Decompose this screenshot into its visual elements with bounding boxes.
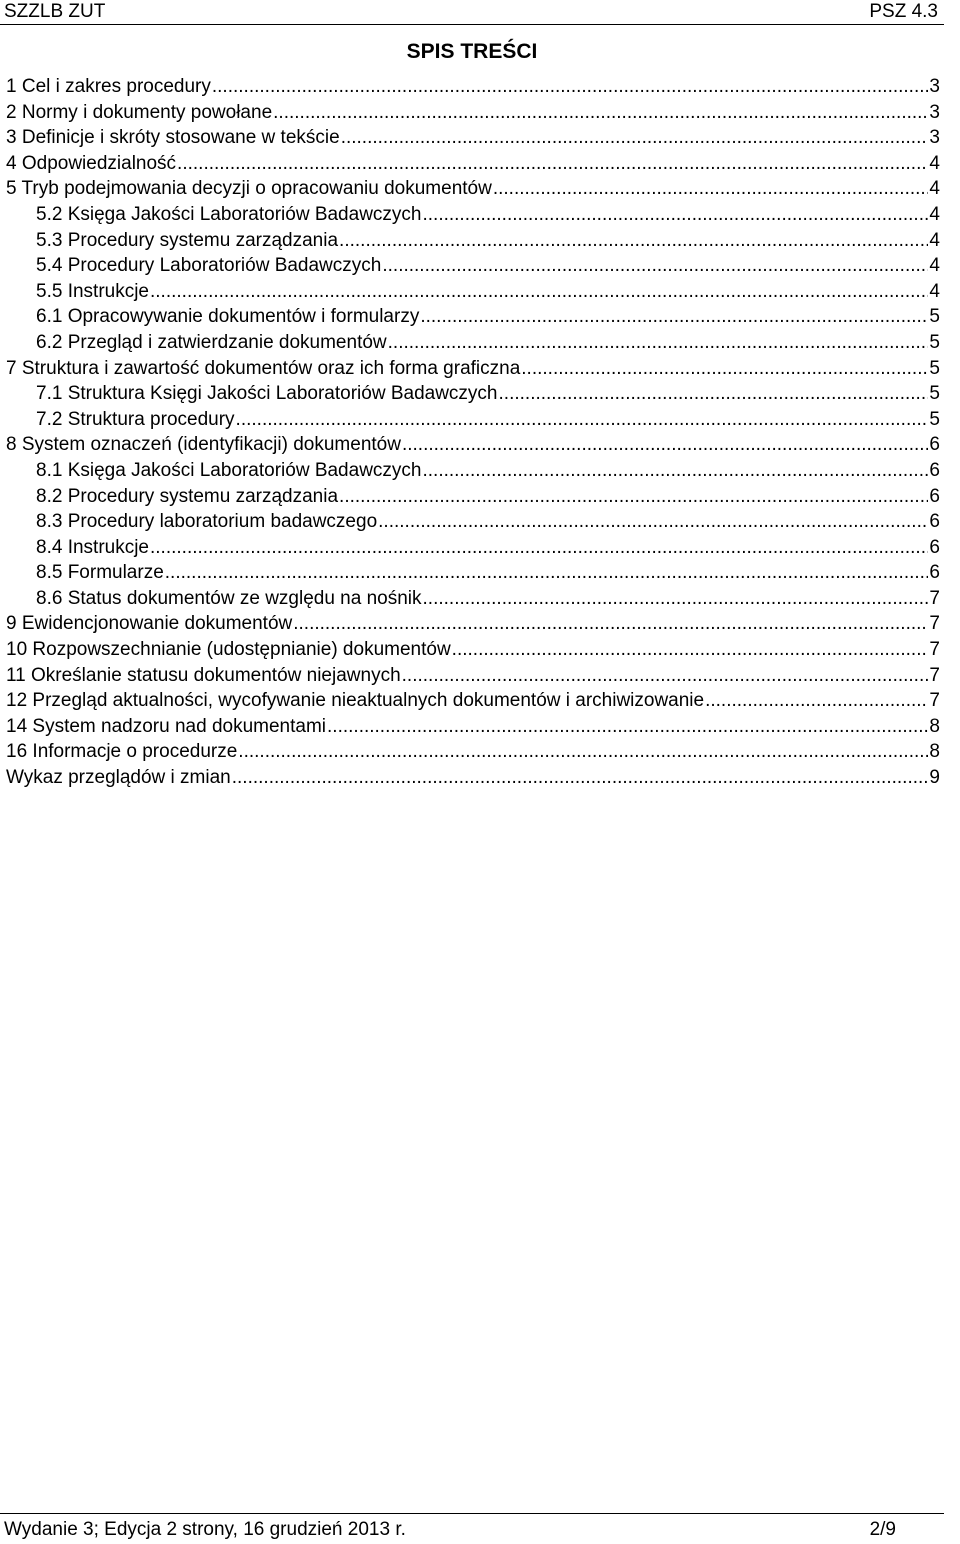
toc-entry[interactable] <box>6 586 940 612</box>
toc-entry-label: 8.4 Instrukcje <box>36 536 149 558</box>
toc-dot-leader <box>388 330 929 356</box>
toc-entry[interactable] <box>6 458 940 484</box>
toc-entry-label: 7 Struktura i zawartość dokumentów oraz ich forma graficzna <box>6 357 521 379</box>
toc-dot-leader <box>341 125 929 151</box>
toc-dot-leader <box>499 381 929 407</box>
toc-entry-label: 7.1 Struktura Księgi Jakości Laboratoriów Badawczych <box>36 383 498 405</box>
toc-dot-leader <box>238 739 928 765</box>
toc-dot-leader <box>327 714 928 740</box>
toc-entry-page: 6 <box>929 562 940 584</box>
toc-entry[interactable] <box>6 509 940 535</box>
toc-dot-leader <box>236 407 929 433</box>
toc-entry[interactable] <box>6 151 940 177</box>
toc-entry-page: 4 <box>929 280 940 302</box>
toc-entry[interactable] <box>6 560 940 586</box>
toc-entry-label: 5.5 Instrukcje <box>36 280 149 302</box>
toc-entry[interactable] <box>6 100 940 126</box>
toc-entry[interactable] <box>6 739 940 765</box>
toc-entry[interactable] <box>6 356 940 382</box>
toc-dot-leader <box>423 586 929 612</box>
toc-entry-label: 16 Informacje o procedurze <box>6 741 238 763</box>
toc-entry-page: 5 <box>929 383 940 405</box>
toc-entry-page: 7 <box>929 613 940 635</box>
toc-entry-label: 6.2 Przegląd i zatwierdzanie dokumentów <box>36 331 387 353</box>
toc-entry-page: 6 <box>929 485 940 507</box>
toc-entry[interactable] <box>6 279 940 305</box>
toc-dot-leader <box>705 688 928 714</box>
toc-dot-leader <box>378 509 928 535</box>
toc-entry[interactable] <box>6 74 940 100</box>
toc-entry-label: 8 System oznaczeń (identyfikacji) dokumentów <box>6 434 401 456</box>
footer-page-number: 2/9 <box>869 1519 896 1540</box>
toc-entry-page: 4 <box>929 178 940 200</box>
toc-entry-page: 6 <box>929 434 940 456</box>
toc-entry-page: 6 <box>929 511 940 533</box>
toc-entry-page: 6 <box>929 536 940 558</box>
toc-entry-page: 4 <box>929 203 940 225</box>
toc-entry-page: 6 <box>929 459 940 481</box>
table-of-contents <box>6 74 940 791</box>
toc-entry-label: 8.5 Formularze <box>36 562 164 584</box>
toc-entry[interactable] <box>6 637 940 663</box>
toc-entry-label: 4 Odpowiedzialność <box>6 152 177 174</box>
toc-entry[interactable] <box>6 765 940 791</box>
toc-entry-page: 3 <box>929 127 940 149</box>
toc-dot-leader <box>273 100 928 126</box>
toc-dot-leader <box>420 304 928 330</box>
toc-entry-page: 4 <box>929 255 940 277</box>
toc-dot-leader <box>422 458 928 484</box>
toc-dot-leader <box>452 637 929 663</box>
toc-entry-page: 7 <box>929 690 940 712</box>
toc-entry-page: 7 <box>929 664 940 686</box>
toc-dot-leader <box>402 432 928 458</box>
toc-dot-leader <box>339 228 928 254</box>
toc-entry-label: 7.2 Struktura procedury <box>36 408 235 430</box>
toc-entry-label: 2 Normy i dokumenty powołane <box>6 101 273 123</box>
toc-dot-leader <box>382 253 928 279</box>
toc-entry[interactable] <box>6 535 940 561</box>
toc-entry[interactable] <box>6 432 940 458</box>
toc-entry-page: 3 <box>929 76 940 97</box>
toc-dot-leader <box>493 176 929 202</box>
toc-entry-label: 6.1 Opracowywanie dokumentów i formularzy <box>36 306 420 328</box>
toc-entry-label: 5.4 Procedury Laboratoriów Badawczych <box>36 255 382 277</box>
toc-entry-page: 5 <box>929 306 940 328</box>
toc-entry[interactable] <box>6 228 940 254</box>
toc-entry[interactable] <box>6 714 940 740</box>
toc-entry[interactable] <box>6 253 940 279</box>
toc-entry-label: 9 Ewidencjonowanie dokumentów <box>6 613 293 635</box>
toc-entry-label: 10 Rozpowszechnianie (udostępnianie) dokumentów <box>6 639 451 661</box>
header-org-label: SZZLB ZUT <box>4 1 106 22</box>
toc-entry[interactable] <box>6 407 940 433</box>
page-footer <box>0 1513 944 1542</box>
toc-entry[interactable] <box>6 611 940 637</box>
toc-entry-label: 5.3 Procedury systemu zarządzania <box>36 229 339 251</box>
toc-dot-leader <box>232 765 929 791</box>
toc-entry-label: 11 Określanie statusu dokumentów niejawnych <box>6 664 401 686</box>
toc-entry-page: 4 <box>929 152 940 174</box>
toc-dot-leader <box>422 202 928 228</box>
header-doc-code: PSZ 4.3 <box>869 1 938 22</box>
footer-edition-label: Wydanie 3; Edycja 2 strony, 16 grudzień 2013 r. <box>4 1519 406 1540</box>
page-header <box>0 0 944 25</box>
toc-entry[interactable] <box>6 176 940 202</box>
toc-entry[interactable] <box>6 202 940 228</box>
toc-dot-leader <box>165 560 929 586</box>
toc-entry-label: 3 Definicje i skróty stosowane w tekście <box>6 127 340 149</box>
toc-dot-leader <box>521 356 928 382</box>
toc-entry-label: 8.3 Procedury laboratorium badawczego <box>36 511 378 533</box>
toc-entry-page: 7 <box>929 639 940 661</box>
toc-entry-page: 5 <box>929 408 940 430</box>
toc-entry[interactable] <box>6 381 940 407</box>
toc-entry-page: 4 <box>929 229 940 251</box>
toc-entry-label: 8.2 Procedury systemu zarządzania <box>36 485 339 507</box>
toc-entry[interactable] <box>6 688 940 714</box>
toc-dot-leader <box>150 535 928 561</box>
toc-dot-leader <box>177 151 928 177</box>
toc-entry-page: 9 <box>929 767 940 789</box>
toc-dot-leader <box>339 484 928 510</box>
toc-entry-page: 3 <box>929 101 940 123</box>
toc-entry[interactable] <box>6 125 940 151</box>
toc-entry-label: 5 Tryb podejmowania decyzji o opracowaniu dokumentów <box>6 178 492 200</box>
toc-entry-label: 12 Przegląd aktualności, wycofywanie nieaktualnych dokumentów i archiwizowanie <box>6 690 705 712</box>
toc-dot-leader <box>402 663 929 689</box>
toc-entry-label: 8.6 Status dokumentów ze względu na nośnik <box>36 587 422 609</box>
page-title: SPIS TREŚCI <box>406 40 538 63</box>
toc-entry[interactable] <box>6 663 940 689</box>
toc-entry-label: Wykaz przeglądów i zmian <box>6 767 231 789</box>
toc-entry-page: 5 <box>929 331 940 353</box>
toc-entry-label: 14 System nadzoru nad dokumentami <box>6 715 327 737</box>
toc-entry-page: 8 <box>929 715 940 737</box>
toc-entry-page: 5 <box>929 357 940 379</box>
toc-entry-label: 5.2 Księga Jakości Laboratoriów Badawczych <box>36 203 422 225</box>
toc-entry[interactable] <box>6 330 940 356</box>
toc-dot-leader <box>212 74 929 100</box>
toc-entry-page: 8 <box>929 741 940 763</box>
toc-dot-leader <box>293 611 928 637</box>
toc-entry[interactable] <box>6 304 940 330</box>
toc-dot-leader <box>150 279 928 305</box>
toc-entry-label: 8.1 Księga Jakości Laboratoriów Badawczych <box>36 459 422 481</box>
toc-entry-page: 7 <box>929 587 940 609</box>
toc-entry-label: 1 Cel i zakres procedury <box>6 76 211 97</box>
toc-entry[interactable] <box>6 484 940 510</box>
